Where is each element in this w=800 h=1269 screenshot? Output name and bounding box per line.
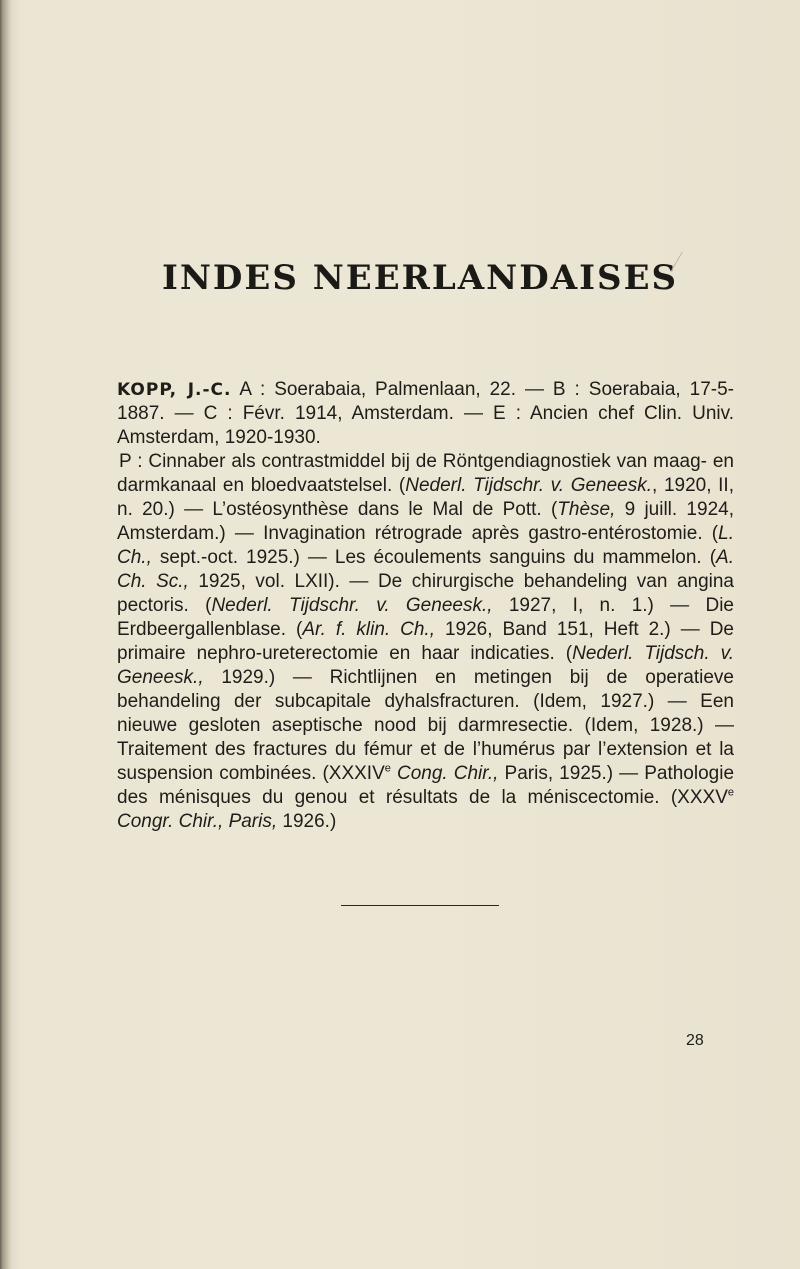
pub-text: 1925, vol. LXII). — De chirurgische behandeling van angina pectoris. ( <box>117 571 735 616</box>
pub-text: 1927, I, n. 1.) — Die Erdbeergallenblase. ( <box>117 595 734 640</box>
entry-bio <box>117 378 734 450</box>
entry-publications <box>117 450 734 834</box>
pub-text: 1926, Band 151, Heft 2.) — De primaire nephro-ureterectomie en haar indicaties. ( <box>117 619 734 664</box>
pub-text: , 1920, II, n. 20.) — L’ostéosynthèse dans le Mal de Pott. ( <box>117 475 734 520</box>
pub-text: 1926.) <box>277 811 337 832</box>
biography-entry <box>117 378 734 834</box>
pub-journal: Cong. Chir., <box>396 763 499 784</box>
pub-text: Paris, 1925.) — Pathologie des ménisques du genou et résultats de la méniscectomie. (XXXV <box>117 763 735 808</box>
pub-text: sept.-oct. 1925.) — Les écoulements sanguins du mammelon. ( <box>151 547 717 568</box>
pub-journal: Ar. f. klin. Ch., <box>302 619 435 640</box>
pub-journal: Thèse, <box>557 499 616 520</box>
pub-journal: Nederl. Tijdschr. v. Geneesk., <box>211 595 493 616</box>
ordinal-superscript: e <box>727 786 734 799</box>
section-heading: INDES NEERLANDAISES <box>161 258 679 298</box>
ordinal-superscript: e <box>384 762 391 775</box>
binding-shadow <box>0 0 12 1269</box>
page-number: 28 <box>686 1032 704 1049</box>
section-divider <box>341 905 499 906</box>
pub-journal: A. Ch. Sc., <box>117 547 734 592</box>
pub-journal: Congr. Chir., Paris, <box>117 811 278 832</box>
entry-bio-text: A : Soerabaia, Palmenlaan, 22. — B : Soerabaia, 17-5-1887. — C : Févr. 1914, Amsterdam. — E : Ancien chef Clin. Univ. Amsterdam, 1920-1930. <box>117 379 734 448</box>
pub-journal: L. Ch., <box>117 523 734 568</box>
pub-text: 9 juill. 1924, Amsterdam.) — Invagination rétrograde après gastro-entérostomie. ( <box>117 499 734 544</box>
pub-text: 1929.) — Richtlijnen en metingen bij de operatieve behandeling der subcapitale dyhalsfracturen. (Idem, 1927.) — Een nieuwe gesloten aseptische nood bij darmresectie. (Idem, 1928.) — Traitement des fractures du fémur et de l’humérus par l’extension et la suspension combinées. (XXXIV <box>117 667 734 784</box>
entry-name: KOPP, J.-C. <box>117 380 232 400</box>
pub-journal: Nederl. Tijdschr. v. Geneesk. <box>405 475 653 496</box>
pub-journal: Nederl. Tijdsch. v. Geneesk., <box>117 643 734 688</box>
pub-text: P : Cinnaber als contrastmiddel bij de Röntgendiagnostiek van maag- en darmkanaal en bloedvaatstelsel. ( <box>117 451 734 496</box>
